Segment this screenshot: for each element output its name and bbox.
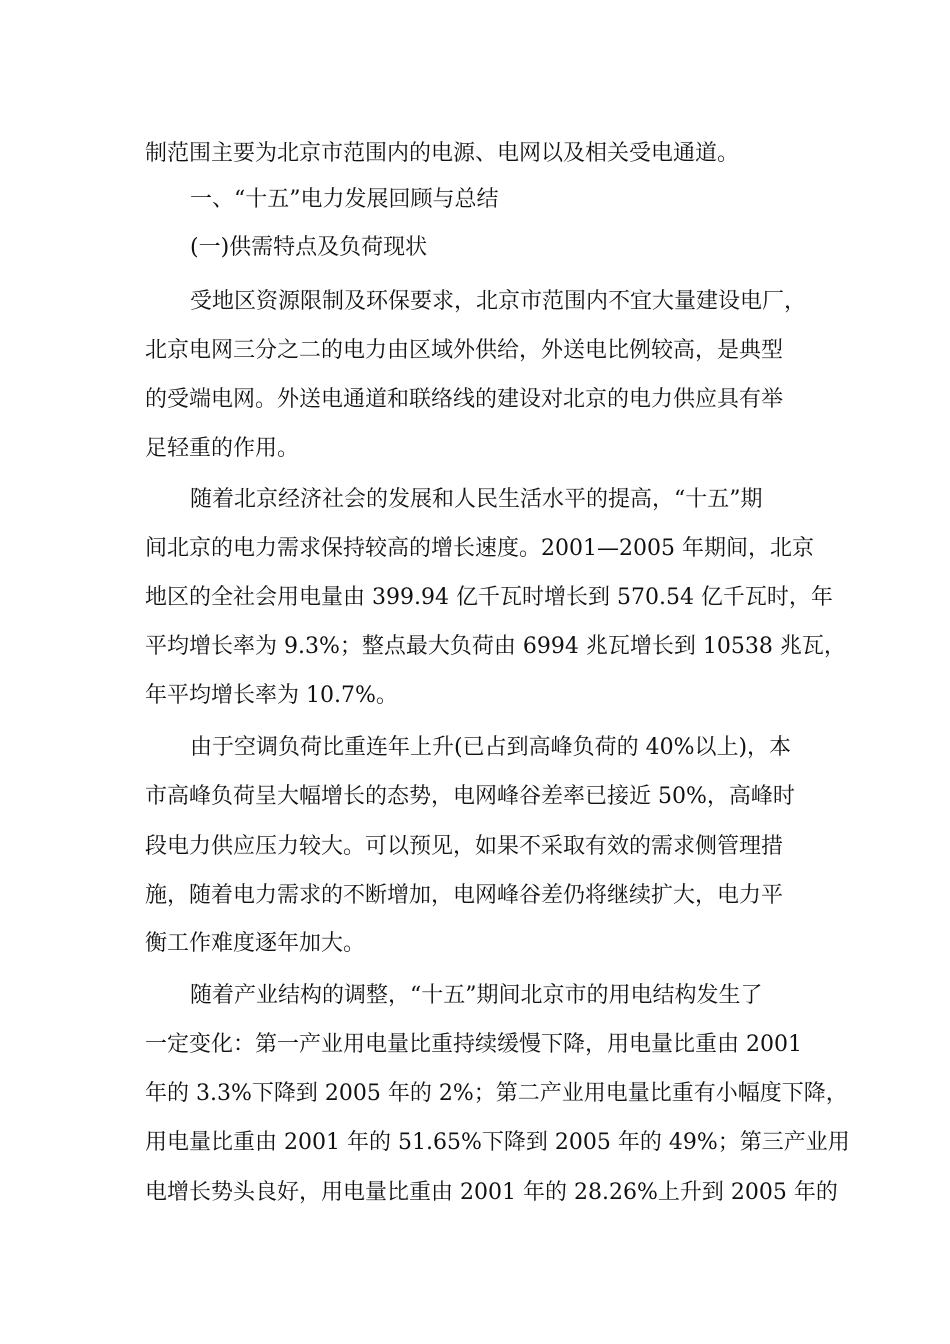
text-line: 段电力供应压力较大。可以预见，如果不采取有效的需求侧管理措 (145, 834, 784, 859)
text-line: 由于空调负荷比重连年上升(已占到高峰负荷的 40%以上)，本 (190, 735, 792, 760)
text-line: 施，随着电力需求的不断增加，电网峰谷差仍将继续扩大，电力平 (145, 883, 784, 908)
text-line: 衡工作难度逐年加大。 (145, 931, 366, 956)
text-line: 随着产业结构的调整，“十五”期间北京市的用电结构发生了 (190, 983, 763, 1008)
text-line: 市高峰负荷呈大幅增长的态势，电网峰谷差率已接近 50%，高峰时 (145, 784, 795, 809)
text-line: 北京电网三分之二的电力由区域外供给，外送电比例较高，是典型 (145, 338, 784, 363)
section-heading: 一、“十五”电力发展回顾与总结 (190, 187, 499, 212)
text-line: 制范围主要为北京市范围内的电源、电网以及相关受电通道。 (145, 141, 740, 166)
text-line: 受地区资源限制及环保要求，北京市范围内不宜大量建设电厂， (190, 289, 807, 314)
subsection-heading: (一)供需特点及负荷现状 (190, 235, 428, 260)
text-line: 年的 3.3%下降到 2005 年的 2%；第二产业用电量比重有小幅度下降， (145, 1081, 848, 1106)
text-line: 用电量比重由 2001 年的 51.65%下降到 2005 年的 49%；第三产业用 (145, 1130, 850, 1155)
text-line: 随着北京经济社会的发展和人民生活水平的提高，“十五”期 (190, 487, 763, 512)
text-line: 年平均增长率为 10.7%。 (145, 683, 398, 708)
text-line: 电增长势头良好，用电量比重由 2001 年的 28.26%上升到 2005 年的 (145, 1180, 838, 1205)
text-line: 平均增长率为 9.3%；整点最大负荷由 6994 兆瓦增长到 10538 兆瓦， (145, 634, 846, 659)
text-line: 间北京的电力需求保持较高的增长速度。2001—2005 年期间，北京 (145, 536, 814, 561)
text-line: 地区的全社会用电量由 399.94 亿千瓦时增长到 570.54 亿千瓦时，年 (145, 585, 833, 610)
text-line: 一定变化：第一产业用电量比重持续缓慢下降，用电量比重由 2001 (145, 1032, 802, 1057)
text-line: 的受端电网。外送电通道和联络线的建设对北京的电力供应具有举 (145, 387, 784, 412)
text-line: 足轻重的作用。 (145, 436, 300, 461)
